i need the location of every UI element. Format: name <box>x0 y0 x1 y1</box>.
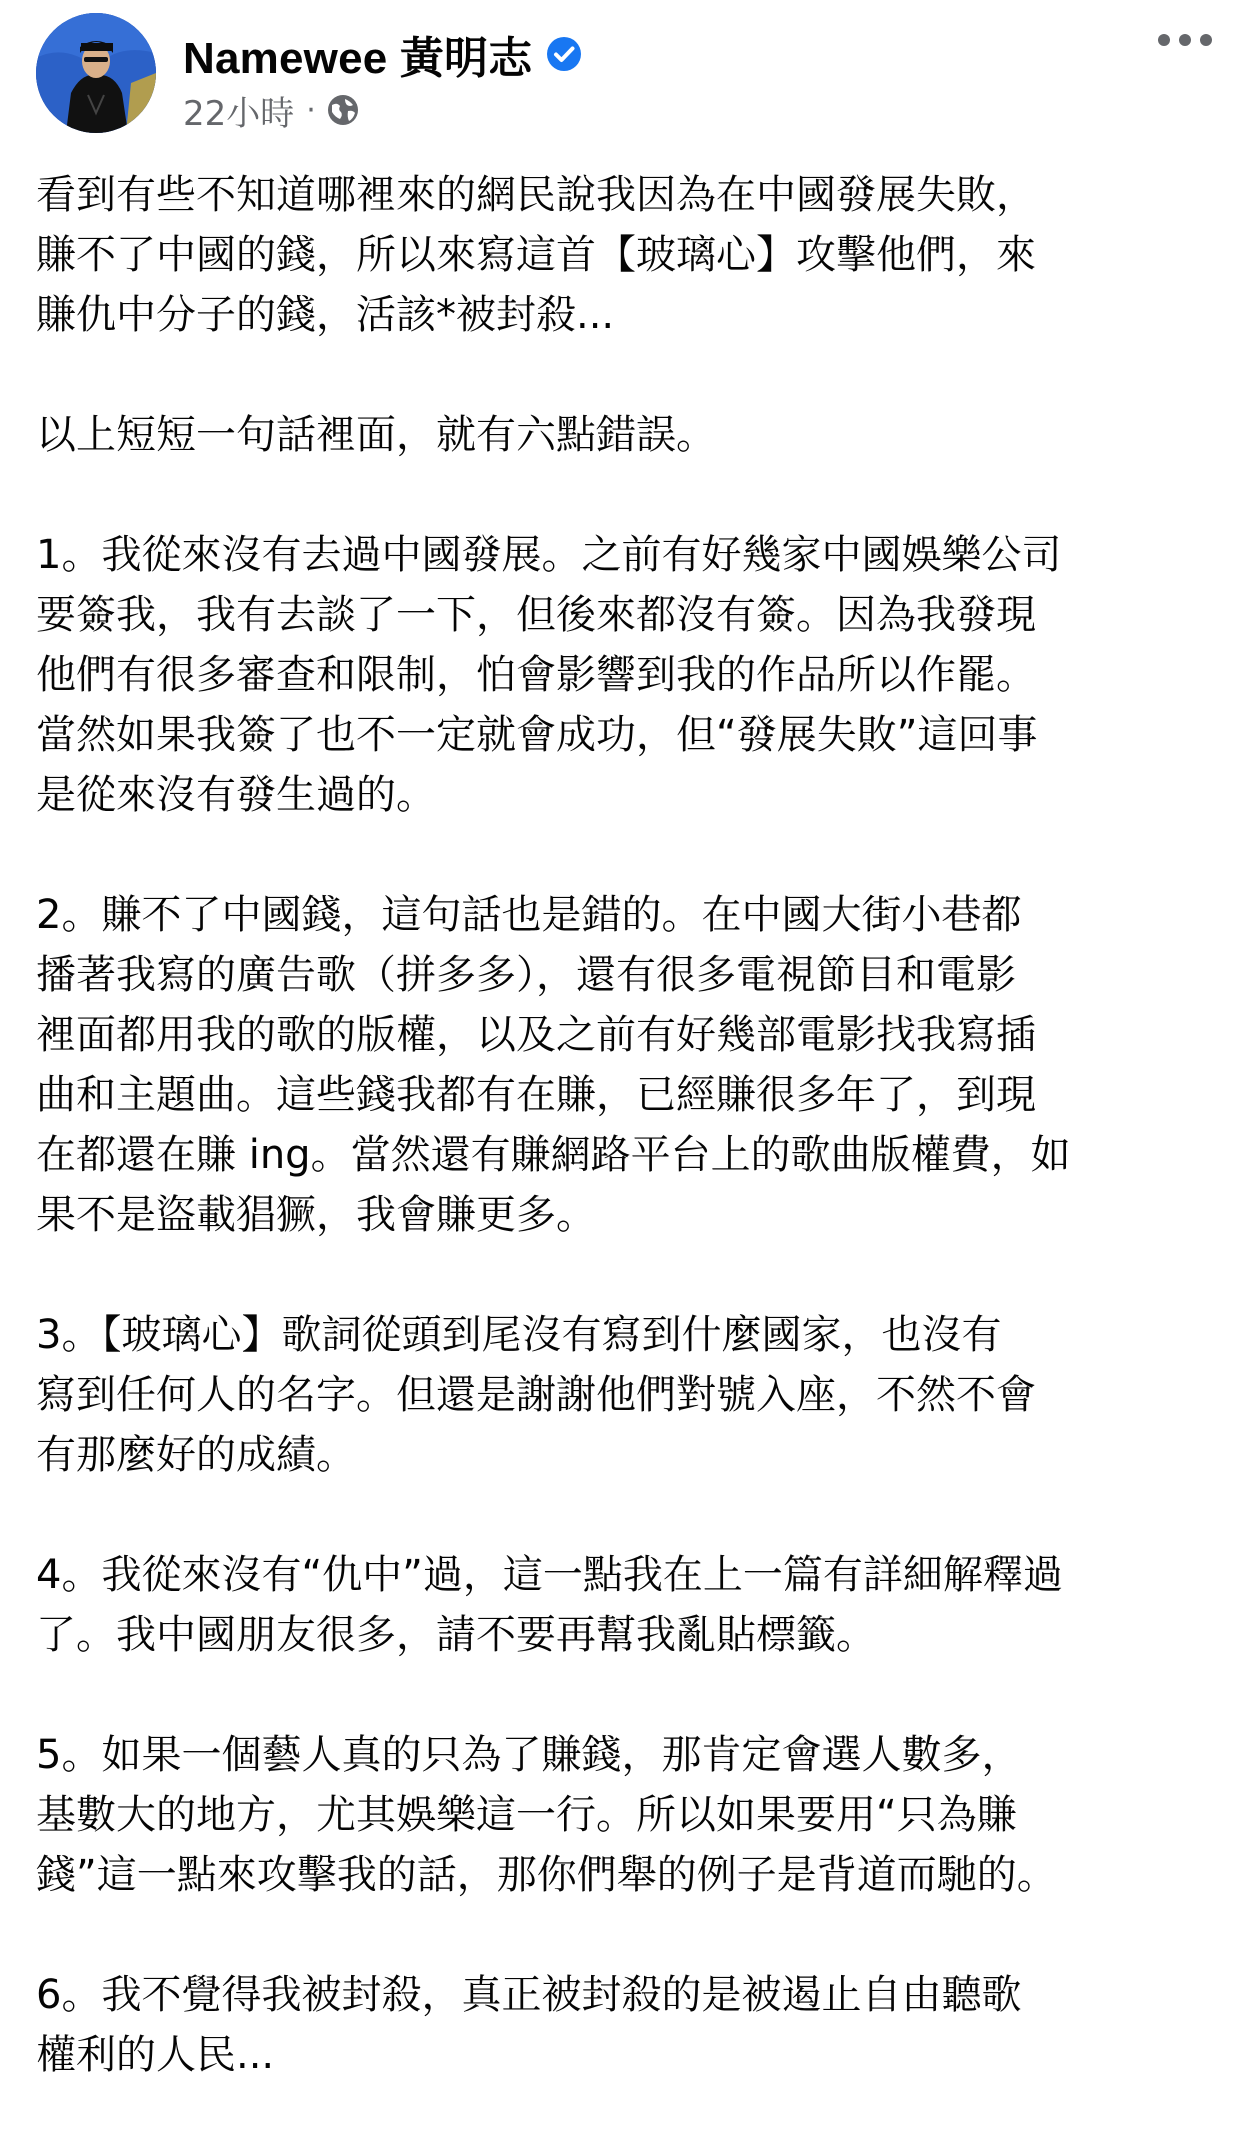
post-paragraph: 6。我不覺得我被封殺，真正被封殺的是被遏止自由聽歌 權利的人民... <box>36 1972 1022 2078</box>
more-dot <box>1179 34 1191 46</box>
post-timestamp[interactable]: 22小時 <box>183 93 295 134</box>
post-meta <box>183 88 360 132</box>
author-row <box>183 26 582 82</box>
post-header <box>0 0 1242 150</box>
more-dot <box>1158 34 1170 46</box>
meta-separator: · <box>306 92 316 128</box>
post-paragraph: 以上短短一句話裡面，就有六點錯誤。 <box>36 412 716 458</box>
post-body <box>36 165 1216 2085</box>
more-dot <box>1200 34 1212 46</box>
post-paragraph: 2。賺不了中國錢，這句話也是錯的。在中國大街小巷都 播著我寫的廣告歌（拼多多），還有很多電視節目和電影 裡面都用我的歌的版權，以及之前有好幾部電影找我寫插 曲和主題曲。這些錢我都有在賺，已經賺很多年了，到現 在都還在賺 ing。當然還有賺網路平台上的歌曲版權費，如 果不是盜載猖獗，我會賺更多。 <box>36 892 1071 1238</box>
author-name[interactable]: Namewee 黃明志 <box>183 34 533 83</box>
post-paragraph: 5。如果一個藝人真的只為了賺錢，那肯定會選人數多， 基數大的地方，尤其娛樂這一行。所以如果要用“只為賺 錢”這一點來攻擊我的話，那你們舉的例子是背道而馳的。 <box>36 1732 1057 1898</box>
more-options-icon[interactable] <box>1158 28 1212 52</box>
profile-photo <box>36 13 156 133</box>
avatar[interactable] <box>36 13 156 133</box>
globe-icon <box>326 93 360 127</box>
post-paragraph: 4。我從來沒有“仇中”過，這一點我在上一篇有詳細解釋過 了。我中國朋友很多，請不要再幫我亂貼標籤。 <box>36 1552 1063 1658</box>
post-paragraph: 看到有些不知道哪裡來的網民說我因為在中國發展失敗， 賺不了中國的錢，所以來寫這首【玻璃心】攻擊他們，來 賺仇中分子的錢，活該*被封殺... <box>36 172 1036 338</box>
verified-badge-icon <box>546 36 582 72</box>
post-paragraph: 1。我從來沒有去過中國發展。之前有好幾家中國娛樂公司 要簽我，我有去談了一下，但後來都沒有簽。因為我發現 他們有很多審查和限制，怕會影響到我的作品所以作罷。 當然如果我簽了也不一定就會成功，但“發展失敗”這回事 是從來沒有發生過的。 <box>36 532 1062 818</box>
post-paragraph: 3。【玻璃心】歌詞從頭到尾沒有寫到什麼國家，也沒有 寫到任何人的名字。但還是謝謝他們對號入座，不然不會 有那麼好的成績。 <box>36 1312 1036 1478</box>
